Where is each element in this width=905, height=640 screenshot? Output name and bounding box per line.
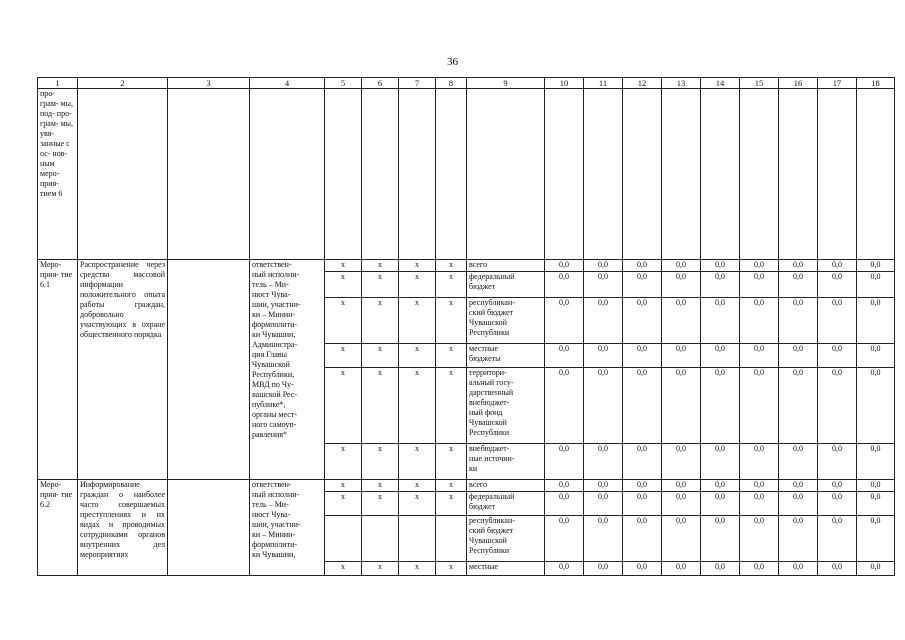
- code-mark: x: [362, 344, 399, 368]
- code-mark: x: [436, 272, 467, 298]
- column-header-15: 15: [740, 78, 779, 89]
- code-mark: x: [325, 260, 362, 272]
- amount-value: 0,0: [779, 492, 818, 516]
- code-mark: x: [399, 368, 436, 444]
- amount-value: 0,0: [584, 444, 623, 480]
- amount-value: 0,0: [545, 516, 584, 562]
- funding-source: федеральный бюджет: [467, 492, 545, 516]
- amount-value: 0,0: [545, 272, 584, 298]
- amount-value: 0,0: [545, 492, 584, 516]
- amount-value: 0,0: [545, 562, 584, 576]
- amount-value: 0,0: [740, 444, 779, 480]
- table-row: [38, 480, 895, 492]
- amount-value: 0,0: [545, 344, 584, 368]
- amount-value: 0,0: [701, 562, 740, 576]
- code-mark: x: [325, 368, 362, 444]
- column-header-1: 1: [38, 78, 78, 89]
- amount-value: 0,0: [701, 344, 740, 368]
- amount-value: 0,0: [545, 444, 584, 480]
- column-header-16: 16: [779, 78, 818, 89]
- code-mark: [399, 516, 436, 562]
- empty-cell: [168, 480, 250, 576]
- funding-source: местные бюджеты: [467, 344, 545, 368]
- amount-value: 0,0: [662, 492, 701, 516]
- amount-value: 0,0: [623, 562, 662, 576]
- amount-value: 0,0: [740, 492, 779, 516]
- amount-value: 0,0: [623, 444, 662, 480]
- code-mark: x: [436, 480, 467, 492]
- amount-value: 0,0: [857, 562, 895, 576]
- code-mark: x: [399, 562, 436, 576]
- amount-value: 0,0: [584, 516, 623, 562]
- code-mark: x: [325, 492, 362, 516]
- amount-value: 0,0: [857, 492, 895, 516]
- amount-value: 0,0: [857, 298, 895, 344]
- column-header-11: 11: [584, 78, 623, 89]
- amount-value: 0,0: [740, 480, 779, 492]
- amount-value: 0,0: [779, 344, 818, 368]
- amount-value: 0,0: [818, 260, 857, 272]
- amount-value: 0,0: [623, 492, 662, 516]
- funding-source: внебюджет- ные источни- ки: [467, 444, 545, 480]
- column-header-7: 7: [399, 78, 436, 89]
- column-header-5: 5: [325, 78, 362, 89]
- column-header-4: 4: [250, 78, 325, 89]
- code-mark: x: [436, 492, 467, 516]
- code-mark: x: [399, 260, 436, 272]
- continuation-cell: про- грам- мы, под- про- грам- мы, увя- занные с ос- нов- ным меро- прия- тием 6: [38, 89, 78, 260]
- measure-name: Распространение через средства массовой информации положительного опыта работы граждан, добровольно участвующих в охране общественного порядка: [78, 260, 168, 480]
- amount-value: 0,0: [740, 562, 779, 576]
- funding-source: всего: [467, 260, 545, 272]
- amount-value: 0,0: [779, 480, 818, 492]
- amount-value: 0,0: [857, 260, 895, 272]
- column-header-18: 18: [857, 78, 895, 89]
- code-mark: x: [325, 298, 362, 344]
- column-header-14: 14: [701, 78, 740, 89]
- continuation-row: [38, 89, 895, 260]
- amount-value: 0,0: [740, 344, 779, 368]
- amount-value: 0,0: [740, 298, 779, 344]
- amount-value: 0,0: [701, 516, 740, 562]
- code-mark: x: [436, 260, 467, 272]
- column-header-2: 2: [78, 78, 168, 89]
- amount-value: 0,0: [857, 516, 895, 562]
- amount-value: 0,0: [545, 298, 584, 344]
- amount-value: 0,0: [818, 444, 857, 480]
- column-header-8: 8: [436, 78, 467, 89]
- amount-value: 0,0: [818, 344, 857, 368]
- amount-value: 0,0: [779, 516, 818, 562]
- amount-value: 0,0: [584, 562, 623, 576]
- amount-value: 0,0: [545, 260, 584, 272]
- code-mark: x: [399, 344, 436, 368]
- column-header-10: 10: [545, 78, 584, 89]
- amount-value: 0,0: [545, 368, 584, 444]
- column-header-17: 17: [818, 78, 857, 89]
- amount-value: 0,0: [662, 480, 701, 492]
- amount-value: 0,0: [818, 562, 857, 576]
- amount-value: 0,0: [779, 368, 818, 444]
- amount-value: 0,0: [818, 492, 857, 516]
- code-mark: x: [362, 492, 399, 516]
- amount-value: 0,0: [701, 480, 740, 492]
- funding-source: всего: [467, 480, 545, 492]
- amount-value: 0,0: [623, 344, 662, 368]
- code-mark: x: [399, 492, 436, 516]
- code-mark: x: [399, 444, 436, 480]
- funding-source: территори- альный госу- дарственный внебюджет- ный фонд Чувашской Республики: [467, 368, 545, 444]
- amount-value: 0,0: [662, 444, 701, 480]
- amount-value: 0,0: [584, 368, 623, 444]
- empty-cell: [168, 260, 250, 480]
- amount-value: 0,0: [779, 260, 818, 272]
- code-mark: x: [325, 272, 362, 298]
- amount-value: 0,0: [818, 516, 857, 562]
- code-mark: [436, 516, 467, 562]
- measure-id: Меро- прия- тие 6.1: [38, 260, 78, 480]
- code-mark: x: [399, 298, 436, 344]
- amount-value: 0,0: [662, 344, 701, 368]
- amount-value: 0,0: [779, 298, 818, 344]
- table-row: [38, 260, 895, 272]
- amount-value: 0,0: [818, 368, 857, 444]
- amount-value: 0,0: [740, 260, 779, 272]
- code-mark: [362, 516, 399, 562]
- code-mark: x: [399, 272, 436, 298]
- amount-value: 0,0: [701, 444, 740, 480]
- code-mark: x: [325, 344, 362, 368]
- amount-value: 0,0: [623, 272, 662, 298]
- column-header-6: 6: [362, 78, 399, 89]
- amount-value: 0,0: [779, 562, 818, 576]
- amount-value: 0,0: [818, 272, 857, 298]
- code-mark: x: [399, 480, 436, 492]
- amount-value: 0,0: [701, 298, 740, 344]
- page-number: 36: [447, 56, 458, 68]
- amount-value: 0,0: [662, 516, 701, 562]
- amount-value: 0,0: [701, 272, 740, 298]
- amount-value: 0,0: [623, 516, 662, 562]
- funding-source: республикан- ский бюджет Чувашской Республики: [467, 516, 545, 562]
- header-row: [38, 78, 895, 89]
- amount-value: 0,0: [662, 562, 701, 576]
- column-header-12: 12: [623, 78, 662, 89]
- amount-value: 0,0: [662, 368, 701, 444]
- amount-value: 0,0: [662, 298, 701, 344]
- code-mark: x: [436, 368, 467, 444]
- amount-value: 0,0: [545, 480, 584, 492]
- amount-value: 0,0: [818, 298, 857, 344]
- code-mark: x: [362, 480, 399, 492]
- amount-value: 0,0: [857, 272, 895, 298]
- measure-id: Меро- прия- тие 6.2: [38, 480, 78, 576]
- amount-value: 0,0: [701, 368, 740, 444]
- code-mark: x: [436, 344, 467, 368]
- column-header-3: 3: [168, 78, 250, 89]
- code-mark: x: [325, 562, 362, 576]
- amount-value: 0,0: [584, 492, 623, 516]
- code-mark: x: [362, 444, 399, 480]
- code-mark: x: [325, 480, 362, 492]
- amount-value: 0,0: [857, 368, 895, 444]
- measure-name: Информирование граждан о наиболее часто совершаемых преступлениях и их видах и проводимых сотрудниками органов внутренних дел мероприятиях: [78, 480, 168, 576]
- code-mark: x: [436, 298, 467, 344]
- column-header-9: 9: [467, 78, 545, 89]
- amount-value: 0,0: [740, 272, 779, 298]
- amount-value: 0,0: [584, 272, 623, 298]
- code-mark: x: [362, 298, 399, 344]
- code-mark: x: [362, 368, 399, 444]
- amount-value: 0,0: [818, 480, 857, 492]
- amount-value: 0,0: [857, 480, 895, 492]
- amount-value: 0,0: [584, 298, 623, 344]
- amount-value: 0,0: [662, 272, 701, 298]
- amount-value: 0,0: [623, 480, 662, 492]
- funding-source: местные: [467, 562, 545, 576]
- amount-value: 0,0: [623, 298, 662, 344]
- amount-value: 0,0: [701, 492, 740, 516]
- amount-value: 0,0: [740, 516, 779, 562]
- column-header-13: 13: [662, 78, 701, 89]
- code-mark: x: [436, 444, 467, 480]
- amount-value: 0,0: [740, 368, 779, 444]
- code-mark: x: [362, 272, 399, 298]
- code-mark: x: [362, 260, 399, 272]
- code-mark: x: [362, 562, 399, 576]
- amount-value: 0,0: [584, 260, 623, 272]
- amount-value: 0,0: [584, 344, 623, 368]
- amount-value: 0,0: [701, 260, 740, 272]
- amount-value: 0,0: [623, 368, 662, 444]
- budget-table: [37, 77, 895, 576]
- amount-value: 0,0: [857, 344, 895, 368]
- amount-value: 0,0: [623, 260, 662, 272]
- amount-value: 0,0: [662, 260, 701, 272]
- table-body: [38, 78, 895, 576]
- funding-source: федеральный бюджет: [467, 272, 545, 298]
- code-mark: x: [436, 562, 467, 576]
- funding-source: республикан- ский бюджет Чувашской Республики: [467, 298, 545, 344]
- measure-executor: ответствен- ный исполни- тель – Ми- нюст Чува- шии, участни- ки – Минин- формполити- ки Чувашии,: [250, 480, 325, 576]
- amount-value: 0,0: [779, 444, 818, 480]
- amount-value: 0,0: [779, 272, 818, 298]
- code-mark: x: [325, 444, 362, 480]
- measure-executor: ответствен- ный исполни- тель – Ми- нюст Чува- шии, участни- ки – Минин- формполити- ки Чувашии, Администра- ция Главы Чувашской Республики, МВД по Чу- вашской Рес- публике*, органы мест- ного самоуп- равления*: [250, 260, 325, 480]
- amount-value: 0,0: [857, 444, 895, 480]
- code-mark: [325, 516, 362, 562]
- amount-value: 0,0: [584, 480, 623, 492]
